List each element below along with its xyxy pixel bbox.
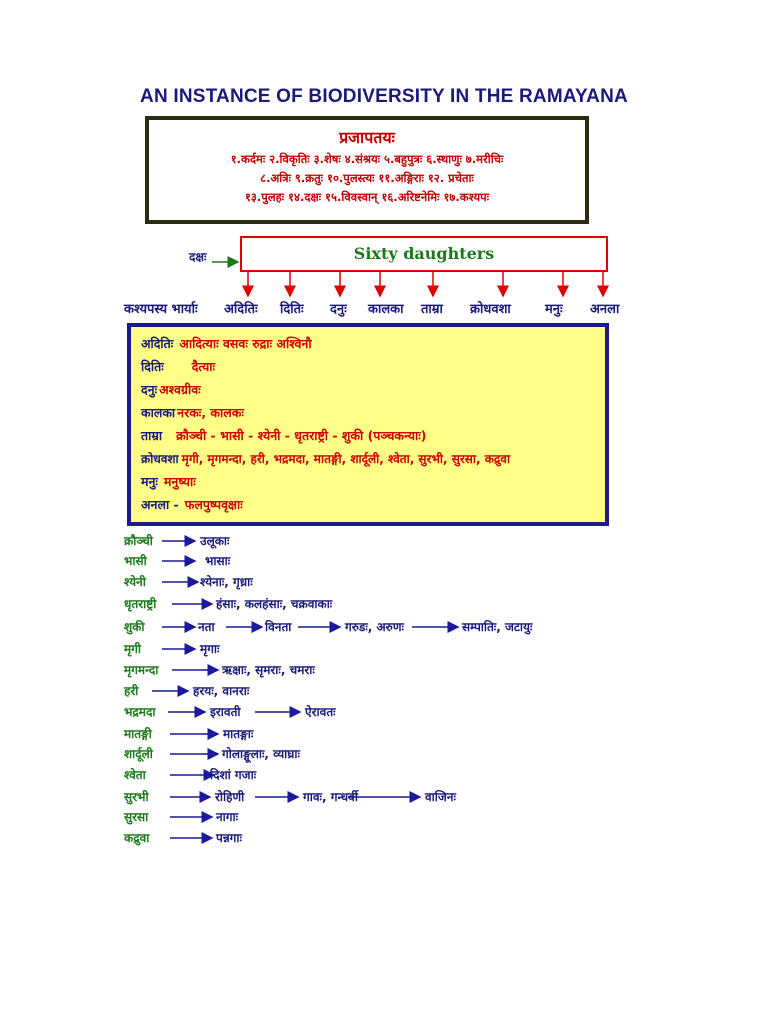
- lineage-descendant: पन्नगाः: [216, 831, 242, 845]
- offspring-row: [141, 381, 201, 398]
- offspring-mother: क्रोधवशा: [141, 452, 179, 466]
- lineage-row: [124, 725, 644, 743]
- lineage-descendant: ऐरावतः: [305, 705, 336, 719]
- wife-diti: दितिः: [280, 302, 304, 317]
- lineage-descendant: ऋक्षाः, सृमराः, चमराः: [222, 663, 315, 677]
- lineage-row: [124, 595, 644, 613]
- lineage-descendant: हंसाः, कलहंसाः, चक्रवाकाः: [216, 597, 333, 611]
- lineage-descendant: मृगाः: [200, 642, 220, 656]
- lineage-row: [124, 573, 644, 591]
- wife-kalaka: कालका: [368, 302, 404, 317]
- wife-manu: मनुः: [545, 302, 563, 317]
- lineage-descendant: इरावती: [210, 705, 241, 719]
- lineage-descendant: नागाः: [216, 810, 239, 824]
- lineage-mother: धृतराष्ट्री: [124, 597, 157, 611]
- prajapati-line-3: १३.पुलहः १४.दक्षः १५.विवस्वान् १६.अरिष्टनेमिः १७.कश्यपः: [244, 190, 490, 204]
- offspring-mother: दनुः: [141, 382, 158, 397]
- wife-krodhavasha: क्रोधवशा: [470, 302, 511, 317]
- lineage-mother: शार्दूली: [124, 747, 153, 761]
- offspring-value: क्रौञ्ची - भासी - श्येनी - धृतराष्ट्री - शुकी (पञ्चकन्याः): [176, 428, 427, 443]
- daksha-label: दक्षः: [189, 250, 207, 264]
- lineage-row: [124, 682, 644, 700]
- offspring-row: [141, 450, 510, 467]
- offspring-row: [141, 358, 215, 375]
- lineage-mother: शुकी: [124, 620, 145, 634]
- offspring-value: अश्वग्रीवः: [159, 382, 201, 397]
- lineage-descendant: गरुडः, अरुणः: [345, 620, 404, 634]
- offspring-row: [141, 404, 244, 421]
- offspring-row: [141, 427, 426, 444]
- offspring-row: [141, 473, 196, 490]
- prajapati-line-2: ८.अत्रिः ९.क्रतुः १०.पुलस्त्यः ११.अङ्गिराः १२. प्रचेताः: [260, 171, 474, 185]
- lineage-descendant: हरयः, वानराः: [193, 684, 250, 698]
- lineage-mother: श्वेता: [124, 768, 146, 782]
- lineage-mother: श्येनी: [124, 575, 146, 589]
- lineage-row: [124, 532, 644, 550]
- offspring-mother: दितिः: [141, 359, 164, 374]
- lineage-descendant: नता: [198, 620, 215, 634]
- lineage-mother: हरी: [124, 684, 139, 698]
- offspring-value: मनुष्याः: [163, 474, 196, 489]
- offspring-value: दैत्याः: [191, 359, 216, 374]
- offspring-mother: अदितिः: [141, 336, 174, 351]
- offspring-mother: अनला -: [141, 497, 179, 512]
- lineage-row: [124, 808, 644, 826]
- lineage-row: [124, 618, 644, 636]
- lineage-descendant: श्येनाः, गृध्राः: [200, 575, 253, 589]
- lineage-row: [124, 661, 644, 679]
- lineage-descendant: मातङ्गाः: [223, 727, 254, 741]
- offspring-row: [141, 335, 312, 352]
- wife-aditi: अदितिः: [224, 302, 258, 317]
- lineage-row: [124, 766, 644, 784]
- wife-danu: दनुः: [330, 302, 347, 317]
- daughter-arrows: [248, 272, 603, 296]
- prajapati-line-1: १.कर्दमः २.विकृतिः ३.शेषः ४.संश्रयः ५.बहुपुत्रः ६.स्थाणुः ७.मरीचिः: [230, 152, 504, 166]
- lineage-descendant: उलूकाः: [200, 534, 230, 548]
- lineage-mother: कद्रुवा: [124, 831, 150, 845]
- lineage-mother: मृगी: [124, 642, 142, 656]
- lineage-descendant: सम्पातिः, जटायुः: [462, 620, 533, 634]
- offspring-value: मृगी, मृगमन्दा, हरी, भद्रमदा, मातङ्गी, शार्दूली, श्वेता, सुरभी, सुरसा, कद्रुवा: [181, 452, 511, 466]
- wife-anala: अनला: [590, 302, 620, 317]
- lineage-descendant: रोहिणी: [215, 790, 245, 804]
- lineage-mother: क्रौञ्ची: [124, 534, 153, 548]
- lineage-row: [124, 745, 644, 763]
- offspring-value: नरकः, कालकः: [177, 405, 244, 420]
- lineage-mother: भद्रमदा: [124, 705, 156, 719]
- lineage-row: [124, 640, 644, 658]
- offspring-mother: मनुः: [141, 474, 158, 489]
- lineage-row: [124, 552, 644, 570]
- lineage-mother: सुरसा: [124, 810, 149, 824]
- offspring-mother: कालका: [141, 405, 176, 420]
- lineage-mother: भासी: [124, 554, 147, 568]
- lineage-row: [124, 788, 644, 806]
- offspring-value: आदित्याः वसवः रुद्राः अश्विनौ: [179, 336, 312, 351]
- lineage-descendant: गोलाङ्गूलाः, व्याघ्राः: [222, 747, 300, 761]
- offspring-box: [127, 323, 609, 526]
- offspring-row: [141, 496, 243, 513]
- offspring-mother: ताम्रा: [141, 428, 163, 443]
- lineage-mother: मातङ्गी: [124, 727, 152, 741]
- lineage-descendant: भासाः: [205, 554, 231, 568]
- offspring-value: फलपुष्पवृक्षाः: [184, 497, 243, 512]
- lineage-row: [124, 703, 644, 721]
- lineage-descendant: विनता: [265, 620, 292, 634]
- lineage-row: [124, 829, 644, 847]
- lineage-mother: मृगमन्दा: [124, 663, 159, 677]
- lineage-descendant: गावः, गन्धर्वी: [303, 790, 358, 804]
- page-title: AN INSTANCE OF BIODIVERSITY IN THE RAMAYANA: [140, 86, 628, 107]
- wife-tamra: ताम्रा: [421, 302, 443, 317]
- sixty-daughters-label: Sixty daughters: [353, 244, 495, 263]
- lineage-descendant: दिशां गजाः: [210, 768, 257, 782]
- lineage-descendant: वाजिनः: [425, 790, 456, 804]
- prajapati-heading: प्रजापतयः: [339, 128, 395, 147]
- lineage-mother: सुरभी: [124, 790, 149, 804]
- wives-label: कश्यपस्य भार्याः: [124, 302, 198, 317]
